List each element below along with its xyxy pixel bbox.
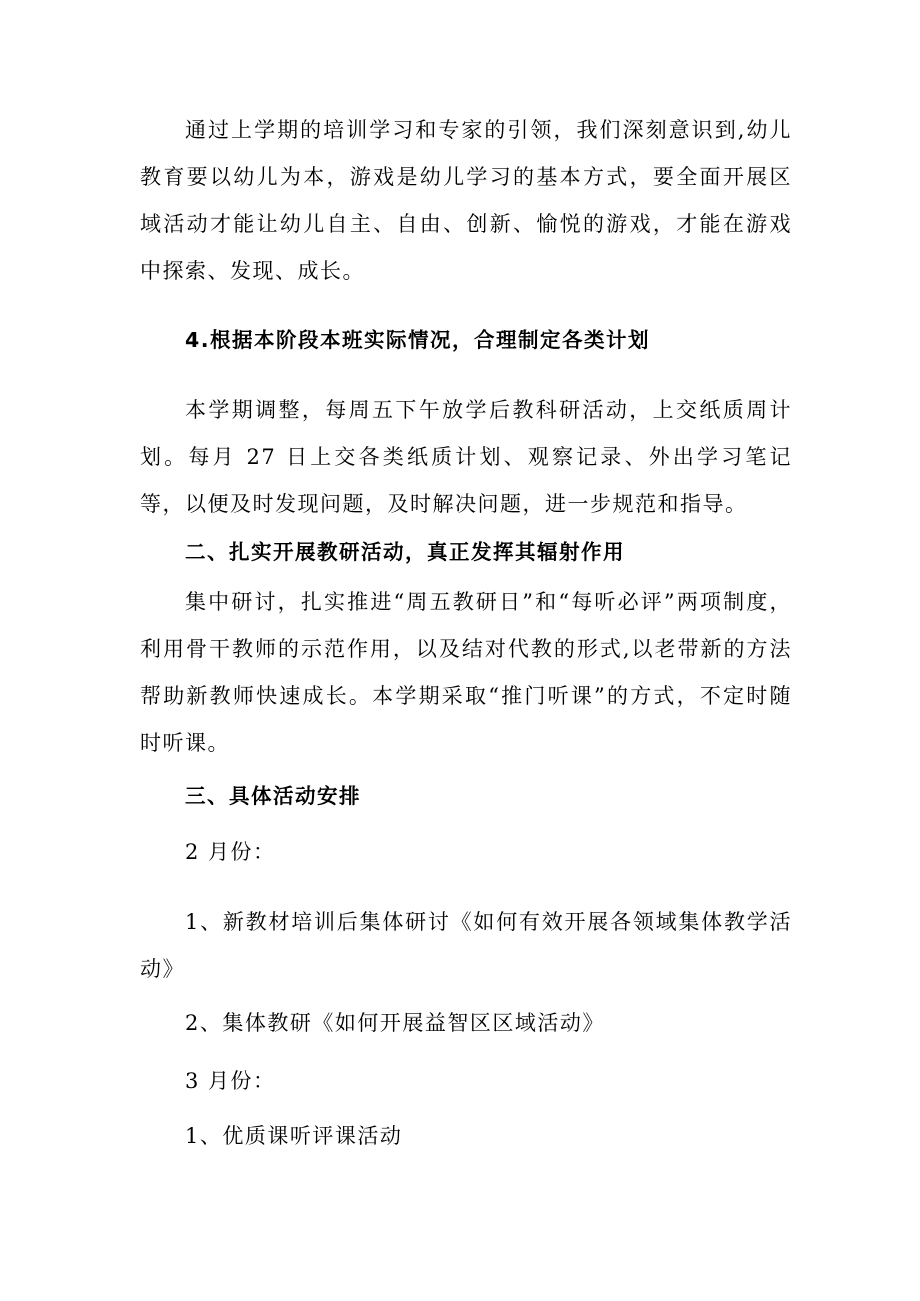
list-item-feb-1: 1、新教材培训后集体研讨《如何有效开展各领域集体教学活动》 — [140, 910, 792, 981]
list-item-mar-1: 1、优质课听评课活动 — [185, 1124, 403, 1148]
paragraph-intro: 通过上学期的培训学习和专家的引领，我们深刻意识到,幼儿教育要以幼儿为本，游戏是幼儿学习的基本方式，要全面开展区域活动才能让幼儿自主、自由、创新、愉悦的游戏，才能在游戏中探索、发现、成长。 — [140, 118, 792, 283]
paragraph-schedule: 本学期调整，每周五下午放学后教科研活动，上交纸质周计划。每月 27 日上交各类纸质计划、观察记录、外出学习笔记等，以便及时发现问题，及时解决问题，进一步规范和指导。 — [140, 398, 792, 516]
heading-plan: 4.根据本阶段本班实际情况，合理制定各类计划 — [185, 328, 651, 352]
heading-research: 二、扎实开展教研活动，真正发挥其辐射作用 — [185, 540, 625, 564]
month-march: 3 月份： — [185, 1069, 276, 1093]
list-item-feb-2: 2、集体教研《如何开展益智区区域活动》 — [185, 1011, 605, 1035]
heading-activities: 三、具体活动安排 — [185, 784, 361, 808]
month-february: 2 月份： — [185, 840, 276, 864]
paragraph-research: 集中研讨，扎实推进“周五教研日”和“每听必评”两项制度，利用骨干教师的示范作用，以及结对代教的形式,以老带新的方法帮助新教师快速成长。本学期采取“推门听课”的方式，不定时随时听课。 — [140, 590, 792, 755]
